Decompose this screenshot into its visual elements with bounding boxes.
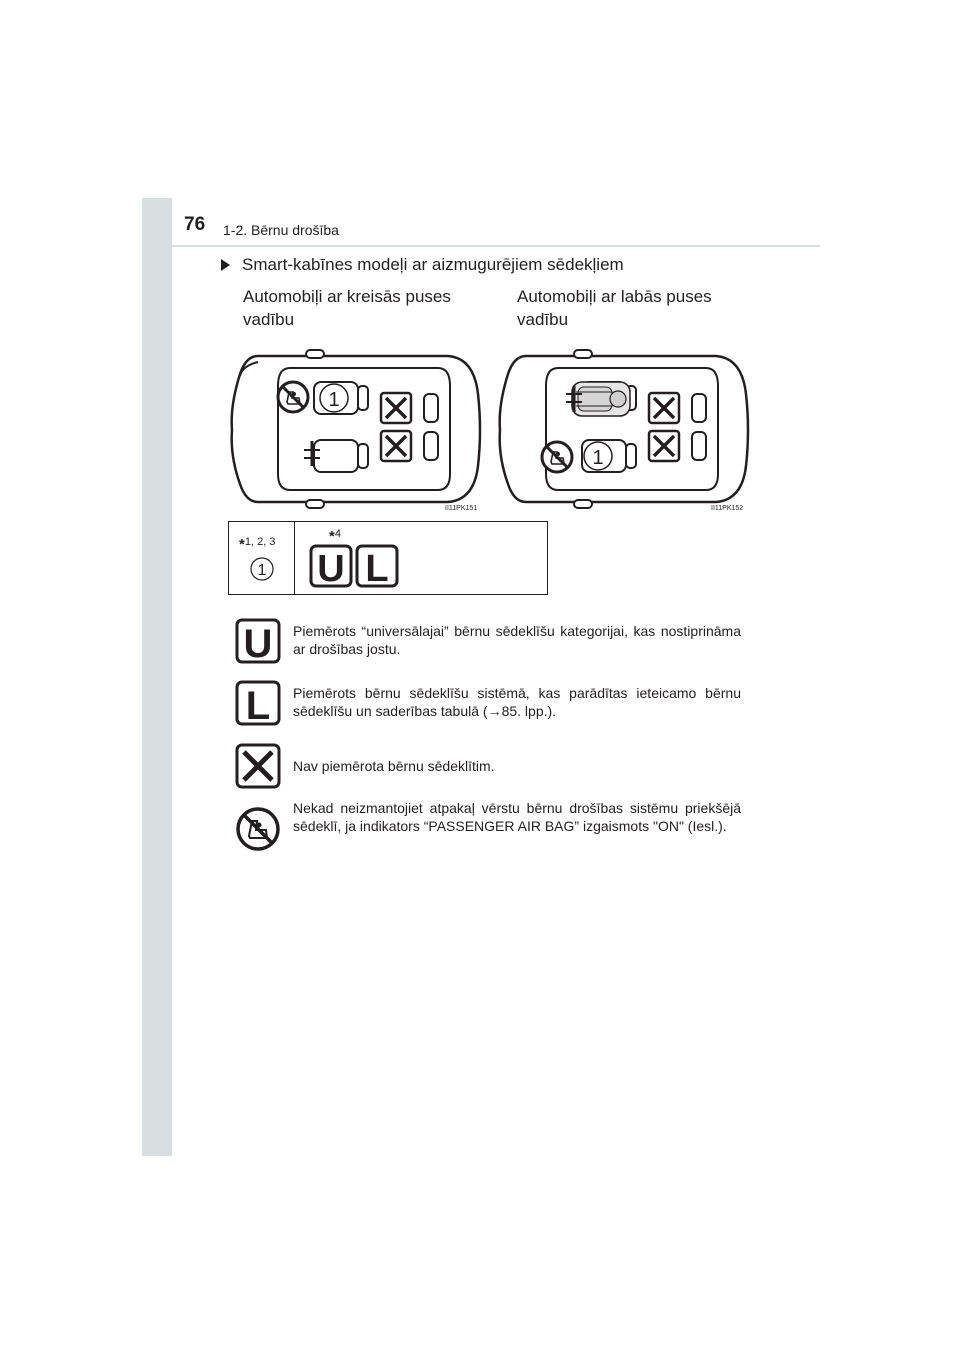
desc-x-text: Nav piemērota bērnu sēdeklītim.	[293, 758, 495, 774]
section-heading	[221, 255, 624, 275]
number-circle-icon	[249, 556, 275, 582]
right-drive-car-diagram	[496, 346, 752, 512]
u-letter: U	[317, 548, 345, 588]
desc-no-seat-text: Nekad neizmantojiet atpakaļ vērstu bērnu drošības sistēmu priekšējā sēdeklī, ja indikators “PASSENGER AIR BAG” izgaismots "ON" (Iesl.).	[293, 800, 741, 834]
right-drive-title: Automobiļi ar labās puses vadību	[517, 287, 712, 329]
table-divider	[294, 522, 295, 594]
desc-u-letter: U	[243, 622, 273, 664]
u-icon	[235, 618, 281, 664]
note-2: *4	[329, 528, 341, 545]
seat-number-label: 1	[328, 389, 340, 411]
left-drive-car-diagram	[228, 346, 484, 512]
no-child-seat-icon	[235, 806, 281, 852]
u-icon	[309, 544, 353, 588]
desc-l-text: Piemērots bērnu sēdeklīšu sistēmā, kas parādītas ieteicamo bērnu sēdeklīšu un saderības tabulā (→85. lpp.).	[293, 685, 741, 719]
page-number: 76	[184, 214, 206, 235]
note-1: *1, 2, 3	[239, 536, 276, 553]
section-title: 1-2. Bērnu drošība	[223, 222, 339, 238]
page-sidebar	[142, 198, 172, 1156]
l-icon	[235, 680, 281, 726]
x-icon	[235, 743, 281, 789]
left-diagram-code: II11PK151	[445, 505, 478, 512]
l-letter: L	[365, 548, 389, 588]
note-1-text: 1, 2, 3	[244, 536, 276, 548]
note-2-text: 4	[334, 528, 341, 540]
desc-u-text: Piemērots “universālajai” bērnu sēdeklīšu kategorijai, kas nostiprināma ar drošības jostu.	[293, 623, 741, 657]
number-circle-text: 1	[257, 562, 267, 579]
heading-text: Smart-kabīnes modeļi ar aizmugurējiem sēdekļiem	[242, 255, 624, 274]
header-rule	[142, 245, 820, 247]
right-diagram-code: II11PK152	[711, 505, 744, 512]
desc-l-letter: L	[245, 684, 271, 726]
legend-table	[228, 521, 548, 595]
left-drive-title: Automobiļi ar kreisās puses vadību	[243, 287, 451, 329]
seat-number-label: 1	[592, 447, 604, 469]
l-icon	[355, 544, 399, 588]
bullet-triangle-icon	[221, 259, 230, 271]
